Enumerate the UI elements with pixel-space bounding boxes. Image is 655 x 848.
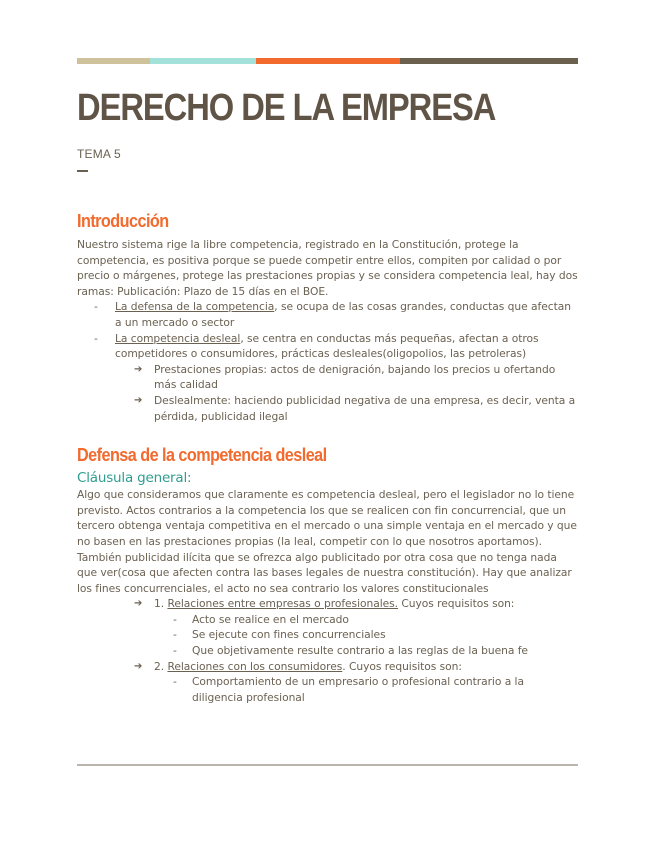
dash-bullet: - — [173, 612, 177, 626]
document-page — [77, 58, 578, 705]
requirement-text: Se ejecute con fines concurrenciales — [192, 628, 386, 642]
intro-item-text: , se ocupa de las cosas grandes, conductas que afectan a un mercado o sector — [115, 300, 571, 329]
dash-bullet: - — [173, 675, 177, 689]
subtitle-divider — [77, 170, 88, 172]
dash-bullet: - — [94, 331, 98, 345]
list-item — [77, 393, 578, 424]
arrow-bullet-icon: ➔ — [134, 598, 143, 610]
group-text: . Cuyos requisitos son: — [342, 659, 462, 673]
list-item — [77, 596, 578, 612]
intro-section — [77, 210, 578, 424]
arrow-bullet-icon: ➔ — [134, 363, 143, 375]
intro-item-link[interactable]: La defensa de la competencia — [115, 300, 275, 314]
list-item — [77, 612, 578, 628]
list-item — [77, 627, 578, 643]
color-bar-segment — [150, 58, 256, 64]
dash-bullet: - — [94, 300, 98, 314]
desleal-list — [77, 596, 578, 705]
footer-divider — [77, 764, 578, 766]
intro-paragraph: Nuestro sistema rige la libre competencia, registrado en la Constitución, protege la competencia, es positiva porque se puede competir entre ellos, compiten por calidad o por precio o márgenes, protege las prestaciones propias y se considera competencia leal, hay dos ramas: Publicación: Plazo de 15 días en el BOE. — [77, 238, 578, 298]
desleal-heading: Defensa de la competencia desleal — [77, 445, 327, 466]
intro-item-text: , se centra en conductas más pequeñas, afectan a otros competidores o consumidores, prácticas desleales(oligopolios, las petroleras) — [115, 331, 539, 361]
intro-heading: Introducción — [77, 211, 169, 231]
group-number: 1. — [154, 597, 168, 611]
document-title: DERECHO DE LA EMPRESA — [77, 87, 496, 129]
decorative-color-bar — [77, 58, 578, 64]
clausula-subheading: Cláusula general: — [77, 470, 192, 487]
requirement-text: Que objetivamente resulte contrario a las reglas de la buena fe — [192, 644, 528, 658]
color-bar-segment — [400, 58, 578, 64]
requirement-text: Acto se realice en el mercado — [192, 612, 349, 626]
document-subtitle: TEMA 5 — [77, 147, 121, 161]
list-item — [77, 643, 578, 659]
desleal-paragraph: Algo que consideramos que claramente es competencia desleal, pero el legislador no lo tiene previsto. Actos contrarios a la competencia los que se realicen con fin concurrencial, que un tercero obtenga ventaja competitiva en el mercado o una simple ventaja en el mercado y que no basen en las prestaciones propias (la leal, competir con lo que nosotros aportamos). También publicidad ilícita que se ofrezca algo publicitado por otra cosa que no tenga nada que ver(cosa que afecten contra las bases legales de nuestra constitución). Hay que analizar los fines concurrenciales, el acto no sea contrario los valores constitucionales — [77, 488, 577, 595]
list-item — [77, 331, 578, 362]
list-item — [77, 362, 578, 393]
group-link[interactable]: Relaciones con los consumidores — [167, 659, 343, 673]
intro-list — [77, 299, 578, 424]
color-bar-segment — [256, 58, 400, 64]
color-bar-segment — [77, 58, 150, 64]
dash-bullet: - — [173, 628, 177, 642]
list-item — [77, 299, 578, 330]
requirement-text: Comportamiento de un empresario o profesional contrario a la diligencia profesional — [192, 675, 524, 704]
group-number: 2. — [154, 659, 168, 673]
arrow-bullet-icon: ➔ — [134, 660, 143, 672]
intro-item-link[interactable]: La competencia desleal — [115, 331, 241, 345]
group-link[interactable]: Relaciones entre empresas o profesionales. — [167, 597, 399, 611]
list-item — [77, 659, 578, 675]
list-item — [77, 674, 578, 705]
dash-bullet: - — [173, 644, 177, 658]
group-text: Cuyos requisitos son: — [398, 597, 515, 611]
desleal-section — [77, 444, 578, 705]
arrow-bullet-icon: ➔ — [134, 394, 143, 406]
intro-subitem-text: Prestaciones propias: actos de denigración, bajando los precios u ofertando más calidad — [154, 362, 556, 392]
intro-subitem-text: Deslealmente: haciendo publicidad negativa de una empresa, es decir, venta a pérdida, publicidad ilegal — [154, 393, 576, 423]
